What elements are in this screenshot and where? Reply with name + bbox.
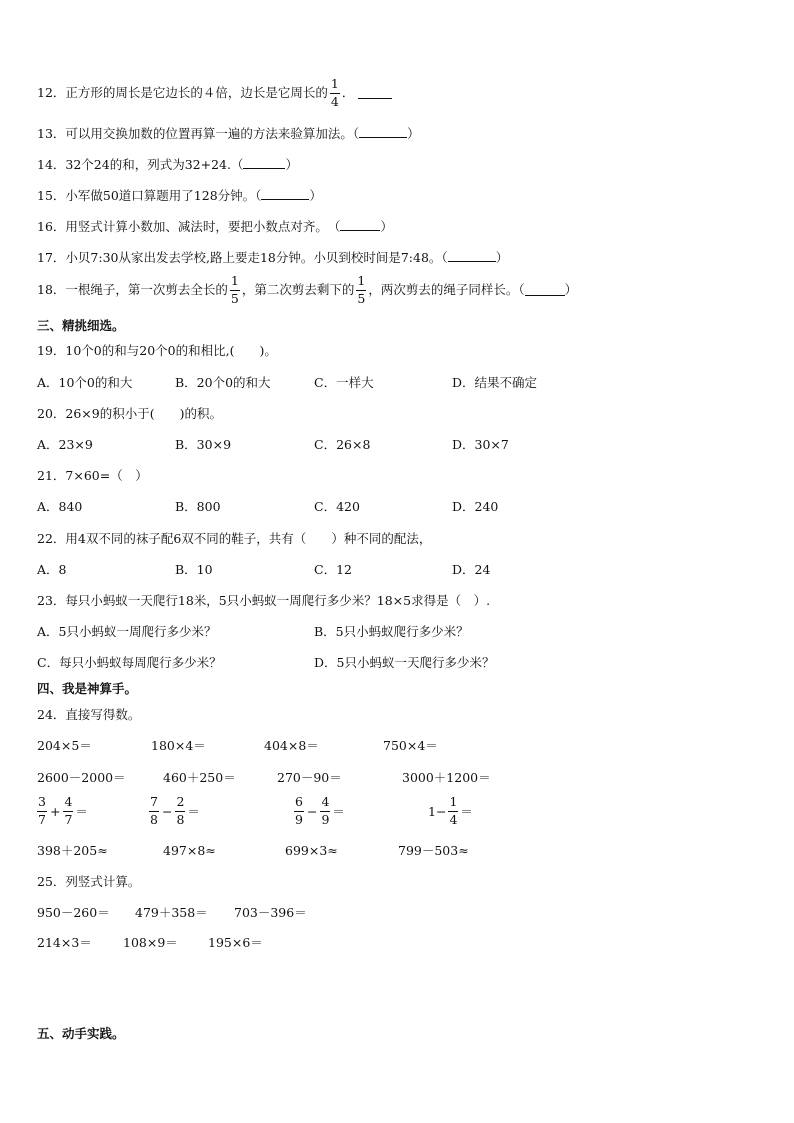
question-13: 13．可以用交换加数的位置再算一遍的方法来验算加法。（ ） xyxy=(37,126,420,141)
option-a[interactable]: A．5只小蚂蚁一周爬行多少米？ xyxy=(37,624,217,639)
calc-item: 270－90＝ xyxy=(277,770,342,785)
calc-item-fraction: 1− $\frac{1}{4}$ ＝ xyxy=(428,794,473,827)
option-d[interactable]: D．30×7 xyxy=(452,437,509,452)
option-d[interactable]: D．结果不确定 xyxy=(452,375,538,390)
question-25: 25．列竖式计算。 xyxy=(37,874,141,889)
question-15: 15．小军做50道口算题用了128分钟。（ ） xyxy=(37,188,322,203)
calc-item: 2600－2000＝ xyxy=(37,770,126,785)
fraction: $\frac{1}{5}$ xyxy=(230,273,239,306)
calc-item-fraction: $\frac{6}{9}$ − $\frac{4}{9}$ ＝ xyxy=(295,794,345,827)
answer-blank[interactable] xyxy=(359,127,407,138)
calc-item: 479＋358＝ xyxy=(135,905,208,920)
option-b[interactable]: B．10 xyxy=(175,562,213,577)
option-b[interactable]: B．30×9 xyxy=(175,437,232,452)
question-19: 19．10个0的和与20个0的和相比,( )。 xyxy=(37,343,277,358)
fraction: $\frac{1}{5}$ xyxy=(357,273,366,306)
option-b[interactable]: B．5只小蚂蚁爬行多少米？ xyxy=(314,624,469,639)
calc-item: 950－260＝ xyxy=(37,905,110,920)
calc-item: 497×8≈ xyxy=(163,843,216,858)
calc-item: 699×3≈ xyxy=(285,843,338,858)
option-a[interactable]: A．23×9 xyxy=(37,437,93,452)
answer-blank[interactable] xyxy=(243,158,285,169)
answer-blank[interactable] xyxy=(340,220,380,231)
question-14: 14．32个24的和，列式为32+24.（ ） xyxy=(37,157,298,172)
section-heading-3: 三、精挑细选。 xyxy=(37,318,125,333)
option-a[interactable]: A．840 xyxy=(37,499,83,514)
calc-item: 204×5＝ xyxy=(37,738,92,753)
option-c[interactable]: C．26×8 xyxy=(314,437,371,452)
calc-item: 3000＋1200＝ xyxy=(402,770,491,785)
question-22: 22．用4双不同的袜子配6双不同的鞋子，共有（ ）种不同的配法， xyxy=(37,531,432,546)
option-c[interactable]: C．一样大 xyxy=(314,375,374,390)
option-c[interactable]: C．12 xyxy=(314,562,352,577)
fraction: $\frac{1}{4}$ xyxy=(330,76,339,109)
question-18: 18．一根绳子，第一次剪去全长的 $\frac{1}{5}$ ，第二次剪去剩下的 $\frac{1}{5}$ ，两次剪去的绳子同样长。（ ） xyxy=(37,273,578,306)
question-16: 16．用竖式计算小数加、减法时，要把小数点对齐。 （ ） xyxy=(37,219,393,234)
option-c[interactable]: C．420 xyxy=(314,499,360,514)
option-a[interactable]: A．10个0的和大 xyxy=(37,375,133,390)
calc-item: 799－503≈ xyxy=(398,843,469,858)
answer-blank[interactable] xyxy=(261,189,309,200)
calc-item: 460＋250＝ xyxy=(163,770,236,785)
question-21: 21．7×60=（ ） xyxy=(37,468,148,483)
option-d[interactable]: D．5只小蚂蚁一天爬行多少米？ xyxy=(314,655,495,670)
calc-item: 750×4＝ xyxy=(383,738,438,753)
q12-text: 12．正方形的周长是它边长的４倍，边长是它周长的 xyxy=(37,84,328,100)
question-24: 24．直接写得数。 xyxy=(37,707,141,722)
question-20: 20．26×9的积小于( )的积。 xyxy=(37,406,222,421)
calc-item: 214×3＝ xyxy=(37,935,92,950)
answer-blank[interactable] xyxy=(358,88,392,99)
option-d[interactable]: D．240 xyxy=(452,499,499,514)
calc-item: 404×8＝ xyxy=(264,738,319,753)
question-17: 17．小贝7:30从家出发去学校,路上要走18分钟。小贝到校时间是7:48。（ ） xyxy=(37,250,509,265)
question-12: 12．正方形的周长是它边长的４倍，边长是它周长的 $\frac{1}{4}$ ． xyxy=(37,78,392,108)
option-a[interactable]: A．8 xyxy=(37,562,67,577)
calc-item: 180×4＝ xyxy=(151,738,206,753)
question-23: 23．每只小蚂蚁一天爬行18米，5只小蚂蚁一周爬行多少米？18×5求得是（ ）. xyxy=(37,593,491,608)
section-heading-5: 五、动手实践。 xyxy=(37,1026,125,1041)
option-b[interactable]: B．20个0的和大 xyxy=(175,375,271,390)
calc-item: 398＋205≈ xyxy=(37,843,108,858)
option-b[interactable]: B．800 xyxy=(175,499,221,514)
section-heading-4: 四、我是神算手。 xyxy=(37,681,138,696)
calc-item: 703－396＝ xyxy=(234,905,307,920)
answer-blank[interactable] xyxy=(525,285,565,296)
option-d[interactable]: D．24 xyxy=(452,562,491,577)
answer-blank[interactable] xyxy=(448,251,496,262)
calc-item: 108×9＝ xyxy=(123,935,178,950)
calc-item: 195×6＝ xyxy=(208,935,263,950)
calc-item-fraction: $\frac{7}{8}$ − $\frac{2}{8}$ ＝ xyxy=(150,794,200,827)
calc-item-fraction: $\frac{3}{7}$ + $\frac{4}{7}$ ＝ xyxy=(38,794,88,827)
option-c[interactable]: C．每只小蚂蚁每周爬行多少米？ xyxy=(37,655,222,670)
